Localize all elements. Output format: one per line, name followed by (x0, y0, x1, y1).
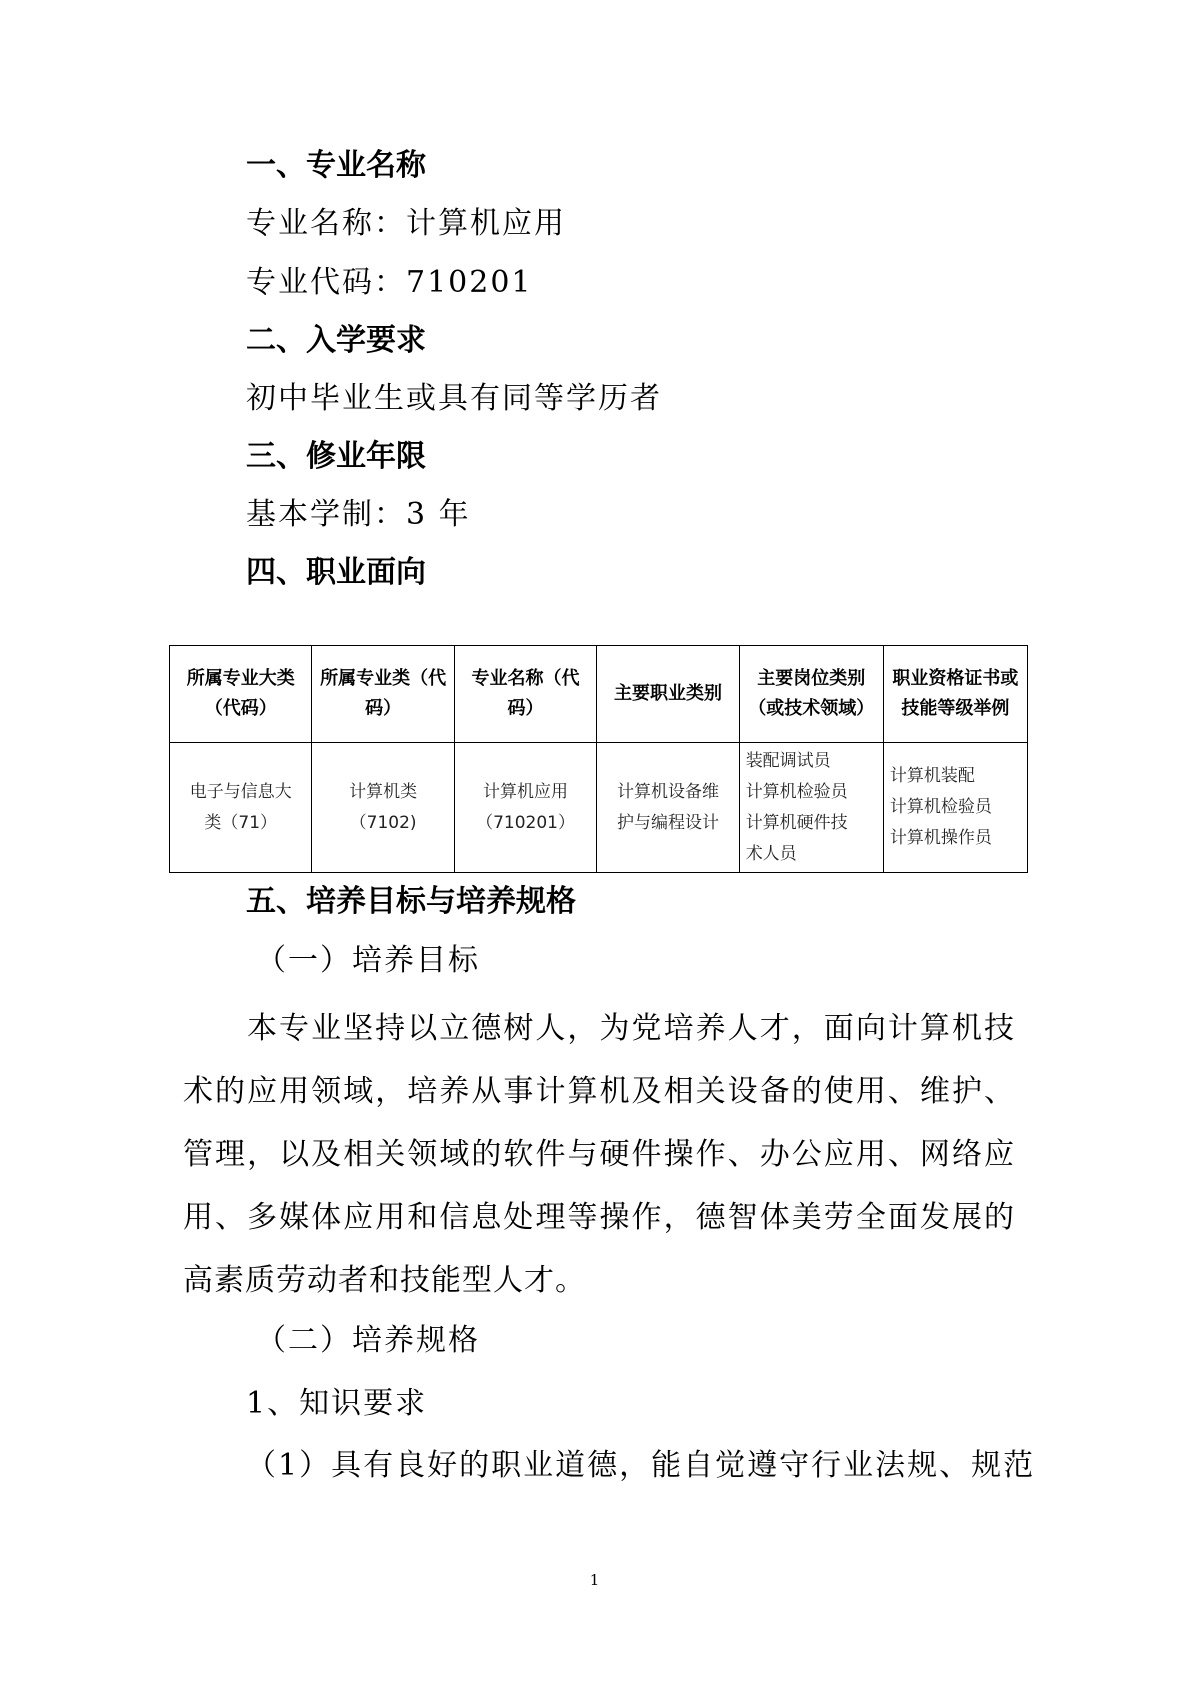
major-code: 专业代码：710201 (246, 265, 533, 300)
cell-line: 计算机装配 (889, 766, 975, 786)
table-header-row (170, 646, 1028, 743)
cell-major-class (312, 743, 454, 873)
cell-major-category (170, 743, 312, 873)
major-name: 专业名称：计算机应用 (246, 206, 566, 241)
cell-line: 术人员 (745, 843, 797, 864)
header-certificate: 职业资格证书或技能等级举例 (883, 646, 1027, 743)
header-occupation-type: 主要职业类别 (597, 646, 739, 743)
header-position-type: 主要岗位类别（或技术领域） (739, 646, 883, 743)
admission-requirement: 初中毕业生或具有同等学历者 (246, 381, 662, 416)
cell-line: 计算机检验员 (745, 781, 848, 802)
cell-line: 护与编程设计 (616, 812, 719, 833)
cell-line: （7102) (349, 812, 417, 833)
cell-line: 计算机硬件技 (745, 812, 848, 833)
requirement-item-1: （1）具有良好的职业道德，能自觉遵守行业法规、规范 (246, 1448, 1036, 1483)
section-5-heading: 五、培养目标与培养规格 (246, 884, 576, 919)
header-major-name: 专业名称（代码） (454, 646, 596, 743)
cell-line: 装配调试员 (745, 750, 831, 771)
cell-occupation-type (597, 743, 739, 873)
cell-major-name (454, 743, 596, 873)
cell-line: 计算机检验员 (889, 797, 992, 817)
cell-position-type (739, 743, 883, 873)
cell-line: 电子与信息大 (189, 781, 292, 802)
occupation-table (169, 645, 1028, 873)
header-major-category: 所属专业大类（代码） (170, 646, 312, 743)
header-major-class: 所属专业类（代码） (312, 646, 454, 743)
cell-line: 计算机操作员 (889, 828, 992, 848)
page-number: 1 (589, 1571, 600, 1589)
table-row (170, 743, 1028, 873)
goal-paragraph: 本专业坚持以立德树人，为党培养人才，面向计算机技术的应用领域，培养从事计算机及相关设备的使用、维护、管理，以及相关领域的软件与硬件操作、办公应用、网络应用、多媒体应用和信息处理等操作，德智体美劳全面发展的高素质劳动者和技能型人才。 (183, 1011, 1015, 1298)
study-duration: 基本学制：3 年 (246, 497, 471, 532)
cell-line: 计算机类 (349, 781, 418, 802)
section-4-heading: 四、职业面向 (246, 555, 426, 590)
section-3-heading: 三、修业年限 (246, 439, 426, 474)
cell-line: 计算机设备维 (616, 781, 719, 802)
cell-certificate (883, 743, 1027, 873)
cell-line: 类（71） (204, 812, 278, 833)
section-1-heading: 一、专业名称 (246, 148, 426, 183)
cell-line: 计算机应用 (483, 781, 569, 802)
knowledge-requirement: 1、知识要求 (246, 1386, 428, 1421)
cell-line: （710201） (476, 812, 575, 833)
subsection-spec: （二）培养规格 (256, 1323, 480, 1358)
section-2-heading: 二、入学要求 (246, 323, 426, 358)
subsection-goal: （一）培养目标 (256, 943, 480, 978)
